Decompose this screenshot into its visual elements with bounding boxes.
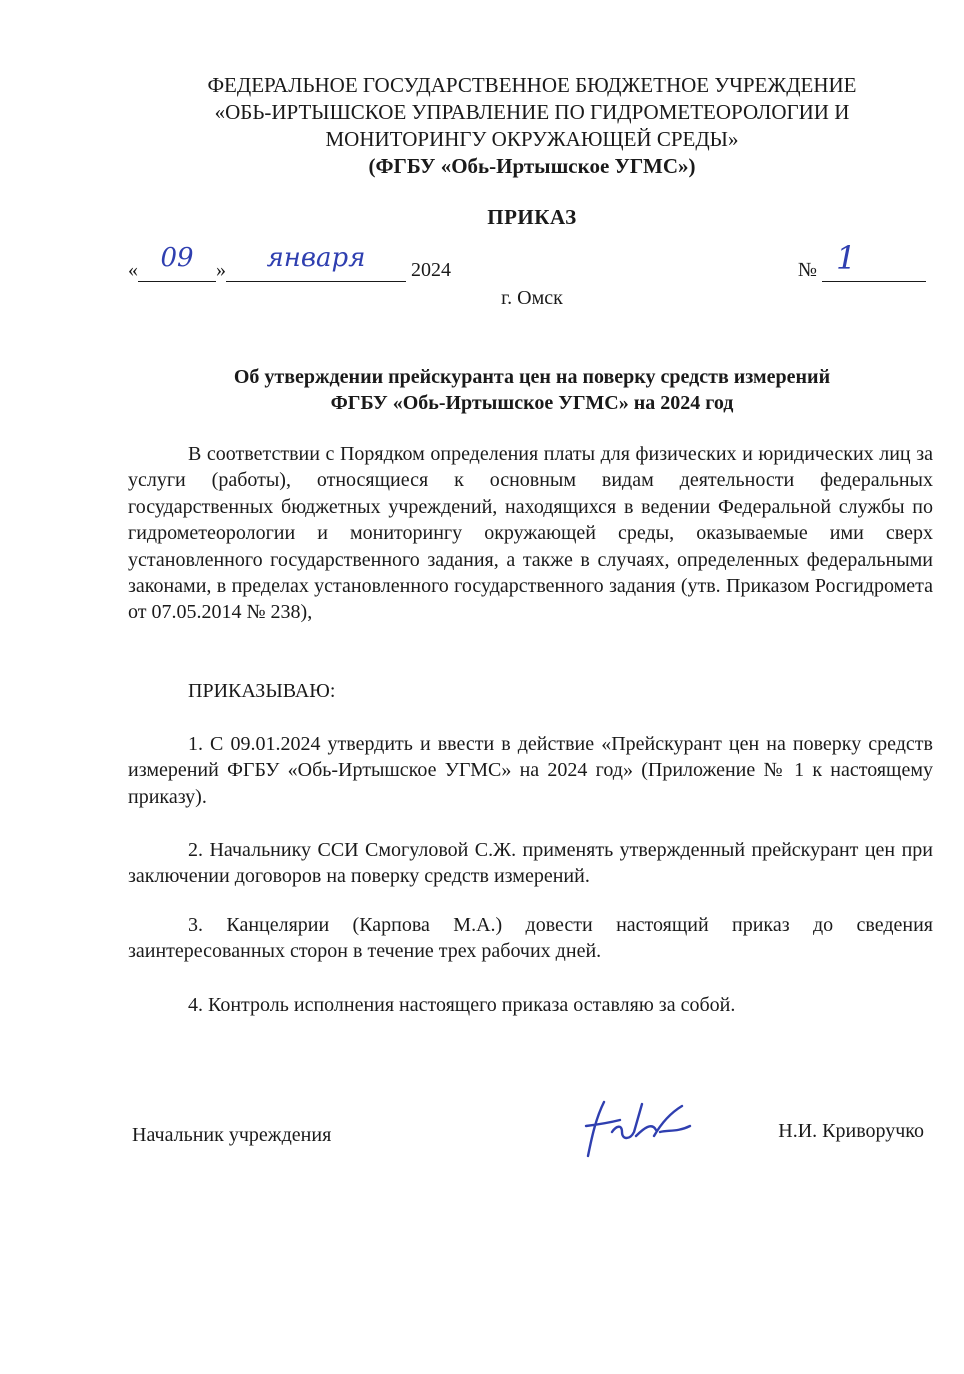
- order-item-1: 1. С 09.01.2024 утвердить и ввести в действие «Прейскурант цен на поверку средств измерений ФГБУ «Обь-Иртышское УГМС» на 2024 год» (Приложение № 1 к настоящему приказу).: [128, 733, 933, 808]
- org-name-line3: МОНИТОРИНГУ ОКРУЖАЮЩЕЙ СРЕДЫ»: [325, 127, 739, 151]
- document-number: [797, 239, 926, 282]
- date-close-quote: »: [216, 259, 226, 281]
- date-day-blank: [138, 243, 216, 282]
- number-handwritten: 1: [836, 239, 857, 277]
- signatory-name: Н.И. Криворучко: [778, 1120, 924, 1142]
- document-type-title: ПРИКАЗ: [487, 205, 577, 229]
- org-name-line1: ФЕДЕРАЛЬНОЕ ГОСУДАРСТВЕННОЕ БЮДЖЕТНОЕ УЧРЕЖДЕНИЕ: [207, 73, 857, 97]
- handwritten-signature: [582, 1092, 698, 1162]
- city: г. Омск: [501, 287, 563, 309]
- subject-line2: ФГБУ «Обь-Иртышское УГМС» на 2024 год: [330, 392, 734, 414]
- document-date: [128, 243, 451, 282]
- organization-header: [100, 72, 964, 180]
- signatory-position: Начальник учреждения: [132, 1124, 332, 1146]
- order-subject: [100, 364, 964, 416]
- number-blank: [822, 239, 926, 282]
- date-year: 2024: [411, 259, 451, 281]
- org-short-name: (ФГБУ «Обь-Иртышское УГМС»): [368, 154, 696, 178]
- order-item-2: 2. Начальнику ССИ Смогуловой С.Ж. применять утвержденный прейскурант цен при заключении договоров на поверку средств измерений.: [128, 839, 933, 888]
- order-item-3: 3. Канцелярии (Карпова М.А.) довести настоящий приказ до сведения заинтересованных сторон в течение трех рабочих дней.: [128, 914, 933, 963]
- order-item-4: 4. Контроль исполнения настоящего приказа оставляю за собой.: [188, 994, 736, 1016]
- date-month-blank: [226, 243, 406, 282]
- subject-line1: Об утверждении прейскуранта цен на поверку средств измерений: [233, 366, 831, 388]
- number-label: №: [797, 259, 817, 281]
- preamble-paragraph: В соответствии с Порядком определения платы для физических и юридических лиц за услуги (работы), относящиеся к основным видам деятельности федеральных государственных бюджетных учреждений, находящихся в ведении Федеральной службы по гидрометеорологии и мониторингу окружающей среды, оказываемые ими сверх установленного государственного задания, а также в случаях, определенных федеральными законами, в пределах установленного государственного задания (утв. Приказом Росгидромета от 07.05.2014 № 238),: [128, 443, 933, 624]
- org-name-line2: «ОБЬ-ИРТЫШСКОЕ УПРАВЛЕНИЕ ПО ГИДРОМЕТЕОРОЛОГИИ И: [214, 100, 850, 124]
- date-open-quote: «: [128, 259, 138, 281]
- order-word: ПРИКАЗЫВАЮ:: [188, 680, 336, 702]
- date-day-handwritten: 09: [160, 243, 194, 273]
- date-month-handwritten: января: [266, 243, 366, 273]
